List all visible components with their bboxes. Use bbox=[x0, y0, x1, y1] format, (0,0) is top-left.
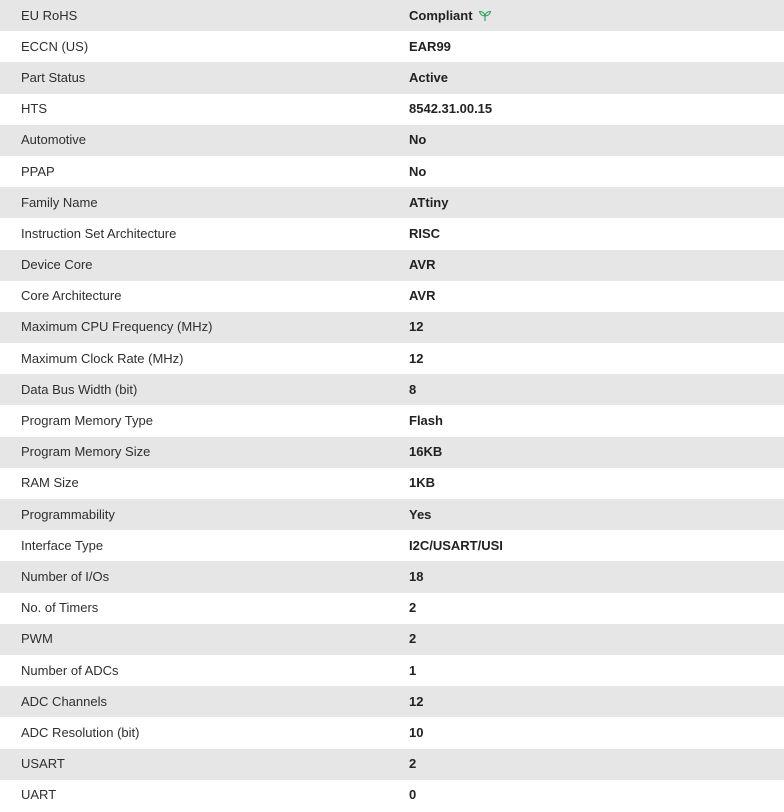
spec-value-text: Compliant bbox=[409, 7, 473, 23]
spec-label: Interface Type bbox=[21, 537, 104, 553]
spec-value: ATtiny bbox=[409, 194, 449, 210]
spec-label: RAM Size bbox=[21, 475, 79, 491]
spec-value: Active bbox=[409, 69, 449, 85]
spec-row-uart bbox=[0, 780, 784, 811]
spec-value: 12 bbox=[409, 319, 424, 335]
spec-value: RISC bbox=[409, 225, 441, 241]
spec-label: Maximum Clock Rate (MHz) bbox=[21, 350, 184, 366]
spec-label: Automotive bbox=[21, 132, 87, 148]
spec-row-usart bbox=[0, 749, 784, 780]
spec-label: Maximum CPU Frequency (MHz) bbox=[21, 319, 213, 335]
spec-label: Part Status bbox=[21, 69, 86, 85]
spec-row-isa bbox=[0, 218, 784, 249]
spec-label: PWM bbox=[21, 631, 53, 647]
spec-row-ram-size bbox=[0, 468, 784, 499]
spec-row-data-bus-width bbox=[0, 374, 784, 405]
spec-label: Program Memory Type bbox=[21, 413, 153, 429]
spec-value: 10 bbox=[409, 724, 424, 740]
spec-value: 8 bbox=[409, 381, 417, 397]
spec-value: 8542.31.00.15 bbox=[409, 101, 493, 117]
spec-row-adc-channels bbox=[0, 686, 784, 717]
spec-label: UART bbox=[21, 787, 57, 803]
spec-row-eu-rohs bbox=[0, 0, 784, 31]
spec-row-number-of-adcs bbox=[0, 655, 784, 686]
spec-row-eccn bbox=[0, 31, 784, 62]
spec-label: PPAP bbox=[21, 163, 55, 179]
spec-value: Yes bbox=[409, 506, 432, 522]
spec-row-number-of-ios bbox=[0, 561, 784, 592]
spec-label: Core Architecture bbox=[21, 288, 122, 304]
spec-row-max-clock-rate bbox=[0, 343, 784, 374]
spec-row-core-architecture bbox=[0, 281, 784, 312]
spec-value: Flash bbox=[409, 413, 443, 429]
spec-label: ADC Resolution (bit) bbox=[21, 724, 140, 740]
spec-label: Number of I/Os bbox=[21, 568, 110, 584]
spec-value: 1KB bbox=[409, 475, 436, 491]
spec-row-hts bbox=[0, 94, 784, 125]
spec-label: Instruction Set Architecture bbox=[21, 225, 177, 241]
spec-value: 2 bbox=[409, 756, 417, 772]
leaf-icon bbox=[478, 10, 492, 22]
spec-label: Program Memory Size bbox=[21, 444, 151, 460]
spec-row-family-name bbox=[0, 187, 784, 218]
spec-value: 0 bbox=[409, 787, 417, 803]
spec-row-max-cpu-frequency bbox=[0, 312, 784, 343]
spec-value: AVR bbox=[409, 257, 436, 273]
spec-label: Device Core bbox=[21, 257, 93, 273]
spec-row-ppap bbox=[0, 156, 784, 187]
spec-row-pwm bbox=[0, 624, 784, 655]
spec-value: EAR99 bbox=[409, 38, 451, 54]
spec-label: ECCN (US) bbox=[21, 38, 89, 54]
spec-value: 12 bbox=[409, 693, 424, 709]
spec-value: 12 bbox=[409, 350, 424, 366]
spec-value: 18 bbox=[409, 568, 424, 584]
spec-label: Data Bus Width (bit) bbox=[21, 381, 138, 397]
spec-value: 16KB bbox=[409, 444, 443, 460]
spec-value: AVR bbox=[409, 288, 436, 304]
spec-label: EU RoHS bbox=[21, 7, 78, 23]
spec-row-program-memory-size bbox=[0, 437, 784, 468]
spec-label: USART bbox=[21, 756, 65, 772]
spec-row-adc-resolution bbox=[0, 717, 784, 748]
spec-row-device-core bbox=[0, 250, 784, 281]
spec-label: Number of ADCs bbox=[21, 662, 119, 678]
spec-row-program-memory-type bbox=[0, 405, 784, 436]
spec-value: 1 bbox=[409, 662, 417, 678]
spec-label: HTS bbox=[21, 101, 47, 117]
spec-row-interface-type bbox=[0, 530, 784, 561]
spec-value: No bbox=[409, 163, 427, 179]
spec-value: 2 bbox=[409, 600, 417, 616]
spec-label: Programmability bbox=[21, 506, 115, 522]
spec-label: Family Name bbox=[21, 194, 98, 210]
spec-label: No. of Timers bbox=[21, 600, 99, 616]
spec-value: 2 bbox=[409, 631, 417, 647]
spec-row-programmability bbox=[0, 499, 784, 530]
spec-row-timers bbox=[0, 593, 784, 624]
spec-value bbox=[409, 0, 784, 31]
spec-value: I2C/USART/USI bbox=[409, 537, 503, 553]
spec-label: ADC Channels bbox=[21, 693, 107, 709]
spec-row-automotive bbox=[0, 125, 784, 156]
spec-row-part-status bbox=[0, 62, 784, 93]
spec-value: No bbox=[409, 132, 427, 148]
